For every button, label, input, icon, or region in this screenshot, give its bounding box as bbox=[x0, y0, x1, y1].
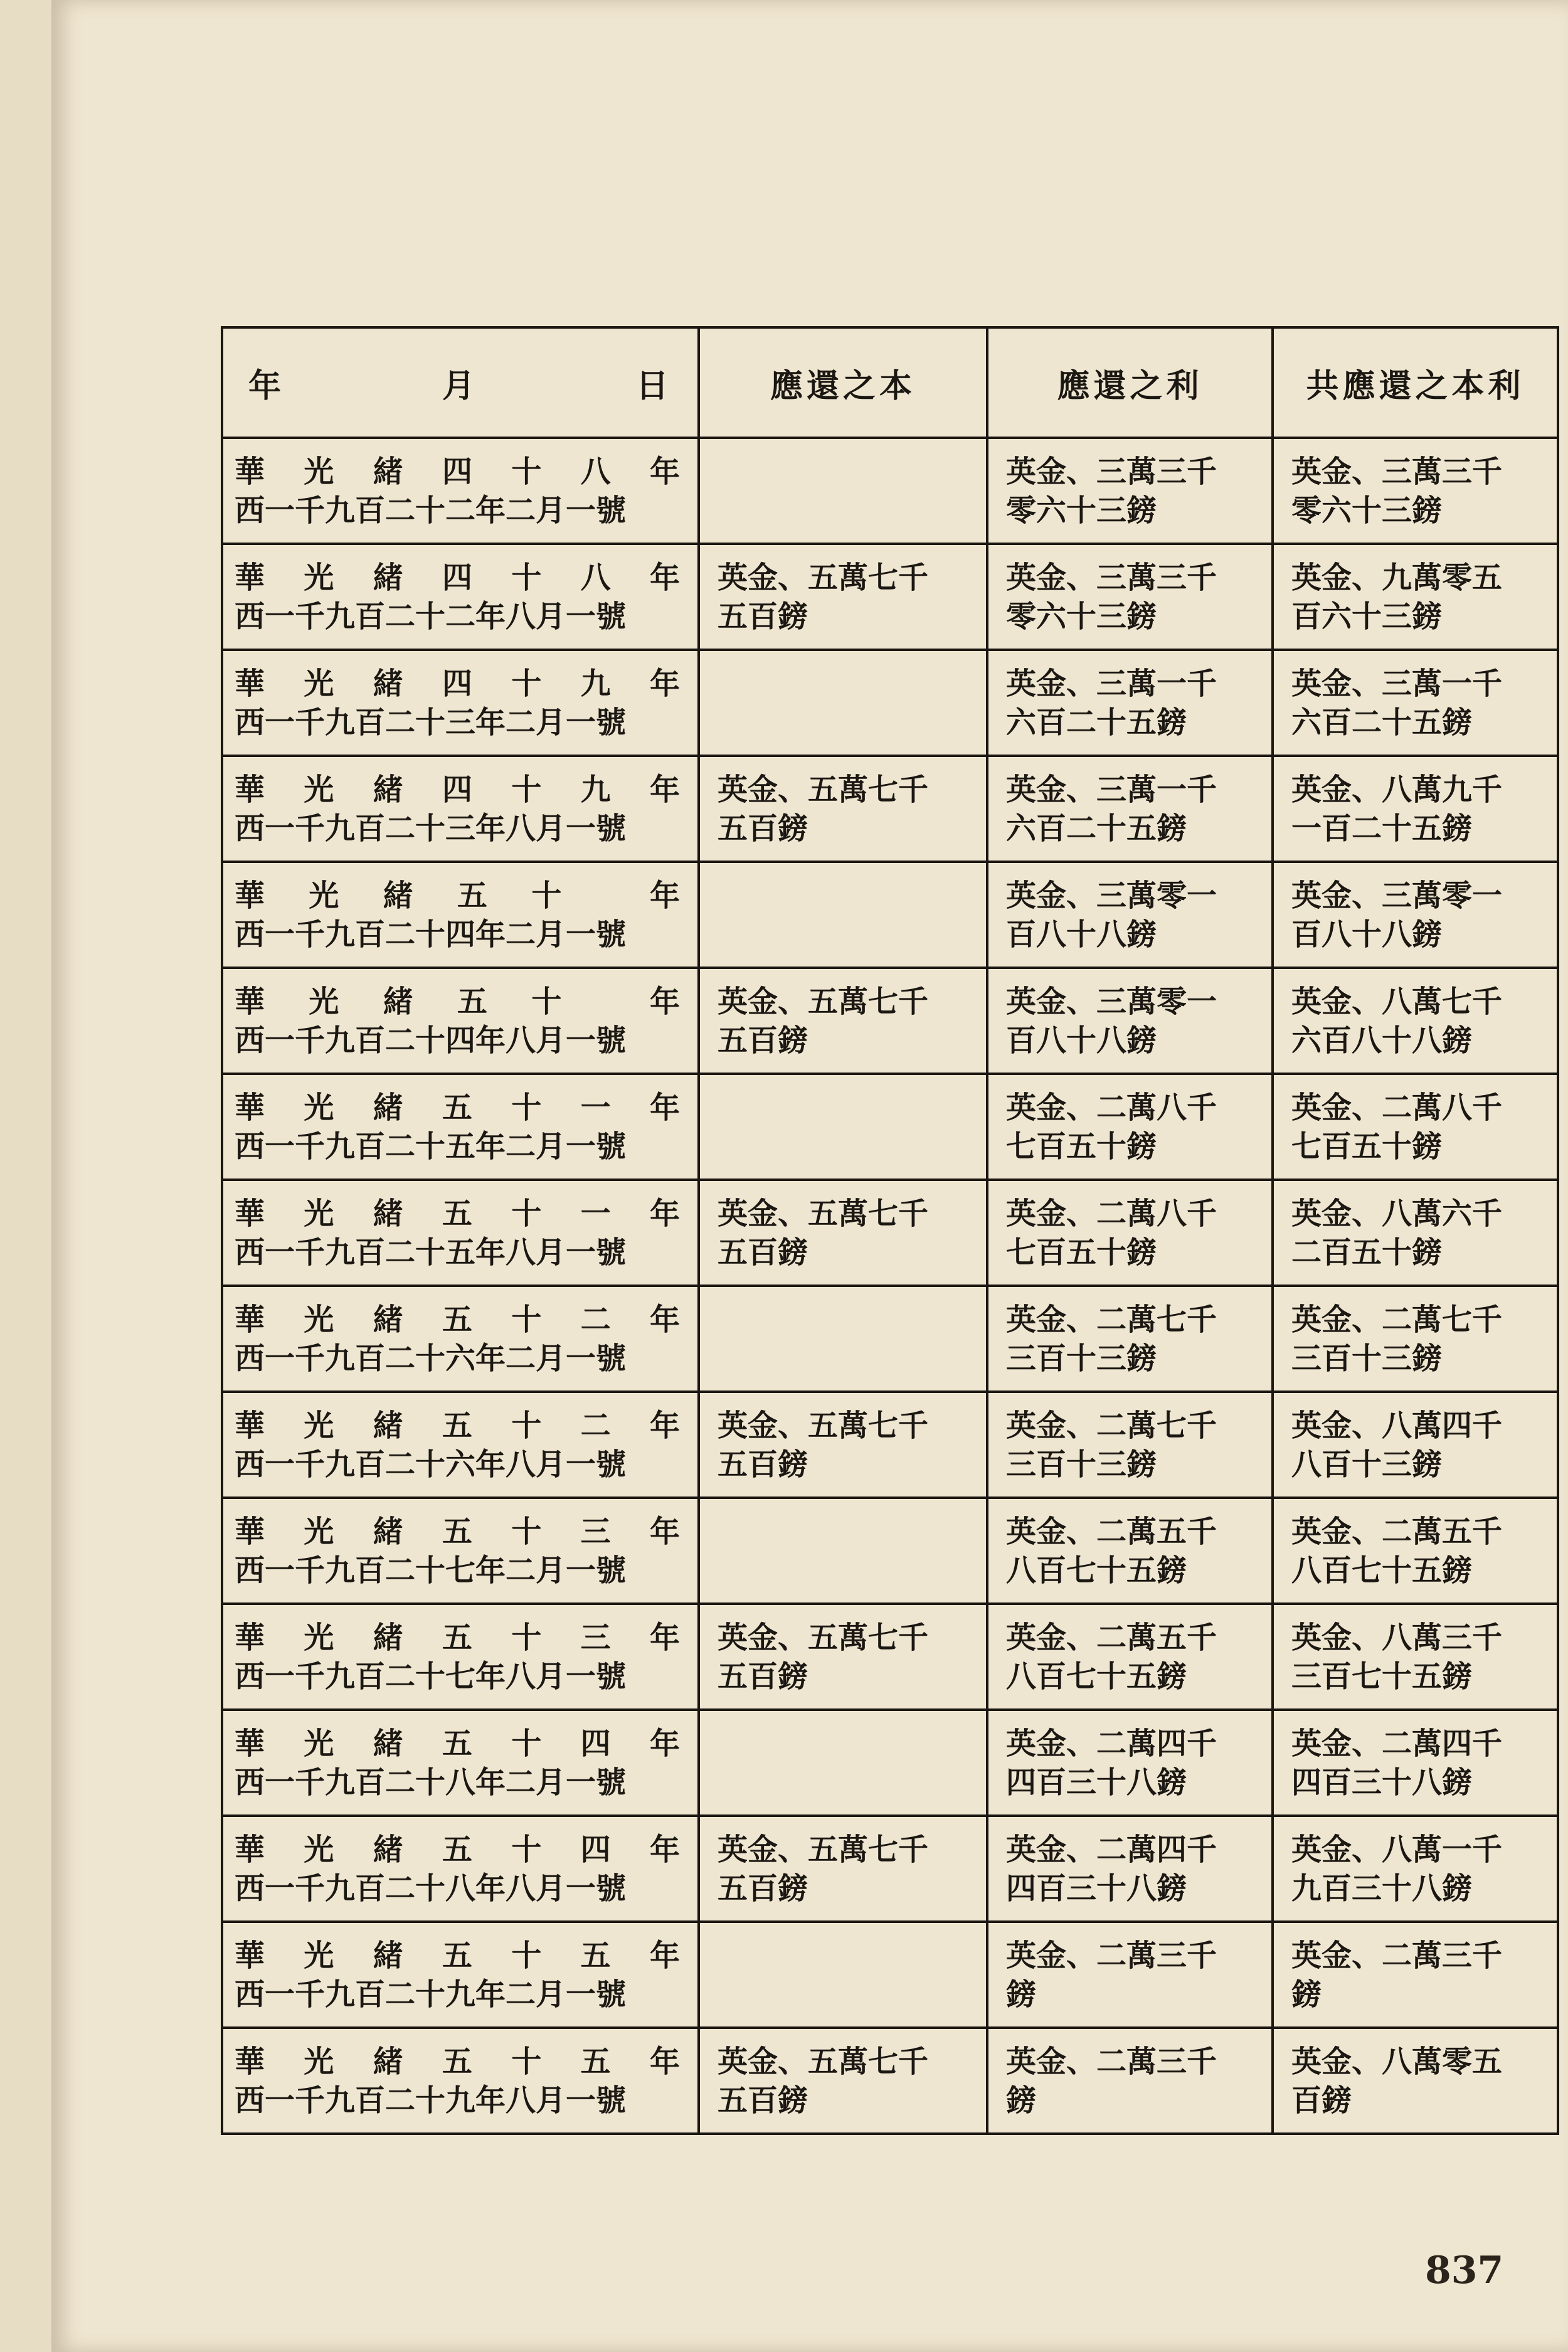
date-cell bbox=[222, 756, 699, 862]
date-char: 光 bbox=[309, 983, 339, 1019]
date-char: 華 bbox=[235, 1513, 265, 1549]
western-date: 西一千九百二十九年八月一號 bbox=[235, 2082, 627, 2118]
total-cell: 英金、八萬六千 二百五十鎊 bbox=[1273, 1180, 1558, 1286]
date-char: 九 bbox=[580, 665, 611, 701]
principal-cell: 英金、五萬七千 五百鎊 bbox=[699, 1816, 987, 1922]
header-day: 日 bbox=[635, 366, 672, 405]
date-char: 緒 bbox=[373, 1195, 403, 1231]
total-cell: 英金、二萬八千 七百五十鎊 bbox=[1273, 1074, 1558, 1180]
date-char: 緒 bbox=[373, 1301, 403, 1337]
date-char: 華 bbox=[235, 559, 265, 595]
date-char: 年 bbox=[649, 1937, 680, 1973]
date-char: 四 bbox=[442, 771, 472, 807]
western-date: 西一千九百二十六年二月一號 bbox=[235, 1340, 627, 1376]
interest-cell: 英金、二萬七千 三百十三鎊 bbox=[987, 1286, 1273, 1392]
date-cell bbox=[222, 1498, 699, 1604]
date-char: 十 bbox=[511, 1937, 542, 1973]
table-row bbox=[222, 968, 1558, 1074]
date-char: 十 bbox=[511, 1195, 542, 1231]
book-page bbox=[51, 0, 1568, 2352]
date-char: 五 bbox=[580, 2043, 611, 2079]
date-char: 八 bbox=[580, 559, 611, 595]
date-char: 華 bbox=[235, 1937, 265, 1973]
header-date bbox=[222, 327, 699, 438]
interest-cell: 英金、二萬四千 四百三十八鎊 bbox=[987, 1816, 1273, 1922]
date-cell bbox=[222, 1180, 699, 1286]
date-char: 緒 bbox=[373, 1407, 403, 1443]
total-cell: 英金、二萬五千 八百七十五鎊 bbox=[1273, 1498, 1558, 1604]
date-char: 十 bbox=[511, 1301, 542, 1337]
date-char: 四 bbox=[442, 665, 472, 701]
date-char: 光 bbox=[304, 559, 334, 595]
table-header-row bbox=[222, 327, 1558, 438]
date-char: 華 bbox=[235, 771, 265, 807]
date-char: 十 bbox=[511, 771, 542, 807]
date-char: 緒 bbox=[373, 665, 403, 701]
western-date: 西一千九百二十八年二月一號 bbox=[235, 1764, 627, 1800]
date-char: 年 bbox=[649, 1831, 680, 1867]
lunar-date bbox=[235, 452, 686, 491]
date-char: 十 bbox=[511, 665, 542, 701]
date-char: 緒 bbox=[373, 1937, 403, 1973]
total-cell: 英金、三萬三千 零六十三鎊 bbox=[1273, 438, 1558, 544]
date-char: 緒 bbox=[383, 983, 413, 1019]
date-char: 年 bbox=[649, 1619, 680, 1655]
western-date: 西一千九百二十三年八月一號 bbox=[235, 810, 627, 846]
date-char: 十 bbox=[531, 877, 562, 913]
total-cell: 英金、八萬七千 六百八十八鎊 bbox=[1273, 968, 1558, 1074]
date-char: 光 bbox=[304, 1089, 334, 1125]
date-char: 華 bbox=[235, 1831, 265, 1867]
date-char: 三 bbox=[580, 1513, 611, 1549]
principal-cell bbox=[699, 1710, 987, 1816]
date-cell bbox=[222, 2028, 699, 2134]
date-char: 十 bbox=[511, 1407, 542, 1443]
lunar-date bbox=[235, 1088, 686, 1127]
date-char: 年 bbox=[649, 1725, 680, 1761]
principal-cell bbox=[699, 1074, 987, 1180]
date-char: 緒 bbox=[373, 453, 403, 489]
date-char: 光 bbox=[304, 453, 334, 489]
total-cell: 英金、八萬九千 一百二十五鎊 bbox=[1273, 756, 1558, 862]
date-char: 五 bbox=[442, 1195, 472, 1231]
total-cell: 英金、三萬零一 百八十八鎊 bbox=[1273, 862, 1558, 968]
lunar-date bbox=[235, 1830, 686, 1869]
date-char: 華 bbox=[235, 1089, 265, 1125]
header-principal: 應還之本 bbox=[699, 327, 987, 438]
table-row bbox=[222, 1498, 1558, 1604]
date-char: 十 bbox=[511, 2043, 542, 2079]
principal-cell bbox=[699, 438, 987, 544]
lunar-date bbox=[235, 1300, 686, 1339]
date-char: 光 bbox=[304, 1937, 334, 1973]
date-char: 華 bbox=[235, 1195, 265, 1231]
principal-cell bbox=[699, 1498, 987, 1604]
page-number: 837 bbox=[1425, 2249, 1504, 2292]
date-char: 十 bbox=[511, 1725, 542, 1761]
total-cell: 英金、二萬三千 鎊 bbox=[1273, 1922, 1558, 2028]
date-cell bbox=[222, 862, 699, 968]
date-char: 緒 bbox=[373, 771, 403, 807]
table-row bbox=[222, 1710, 1558, 1816]
date-char: 年 bbox=[649, 559, 680, 595]
date-char: 五 bbox=[457, 983, 487, 1019]
table-row bbox=[222, 1392, 1558, 1498]
date-char: 八 bbox=[580, 453, 611, 489]
total-cell: 英金、九萬零五 百六十三鎊 bbox=[1273, 544, 1558, 650]
date-char: 五 bbox=[442, 1407, 472, 1443]
date-char: 年 bbox=[649, 1301, 680, 1337]
date-char: 五 bbox=[442, 1089, 472, 1125]
interest-cell: 英金、三萬零一 百八十八鎊 bbox=[987, 968, 1273, 1074]
date-cell bbox=[222, 1074, 699, 1180]
date-char: 年 bbox=[649, 877, 680, 913]
date-char: 五 bbox=[442, 1725, 472, 1761]
date-char: 四 bbox=[442, 559, 472, 595]
repayment-table bbox=[221, 326, 1559, 2135]
western-date: 西一千九百二十五年八月一號 bbox=[235, 1234, 627, 1270]
date-char: 十 bbox=[511, 1513, 542, 1549]
date-char: 年 bbox=[649, 665, 680, 701]
date-char: 光 bbox=[304, 1725, 334, 1761]
date-char: 華 bbox=[235, 2043, 265, 2079]
western-date: 西一千九百二十四年二月一號 bbox=[235, 916, 627, 952]
date-char: 年 bbox=[649, 1513, 680, 1549]
lunar-date bbox=[235, 2042, 686, 2081]
western-date: 西一千九百二十七年八月一號 bbox=[235, 1658, 627, 1694]
date-char: 緒 bbox=[383, 877, 413, 913]
date-char: 十 bbox=[511, 1831, 542, 1867]
date-char: 四 bbox=[580, 1725, 611, 1761]
lunar-date bbox=[235, 1936, 686, 1975]
table-row bbox=[222, 1922, 1558, 2028]
date-char: 十 bbox=[531, 983, 562, 1019]
total-cell: 英金、三萬一千 六百二十五鎊 bbox=[1273, 650, 1558, 756]
date-char: 年 bbox=[649, 1089, 680, 1125]
date-char: 十 bbox=[511, 1619, 542, 1655]
date-char: 五 bbox=[442, 2043, 472, 2079]
date-char: 緒 bbox=[373, 2043, 403, 2079]
western-date: 西一千九百二十三年二月一號 bbox=[235, 704, 627, 740]
date-cell bbox=[222, 1286, 699, 1392]
date-char: 年 bbox=[649, 1195, 680, 1231]
header-month: 月 bbox=[442, 366, 479, 405]
date-char: 華 bbox=[235, 1301, 265, 1337]
interest-cell: 英金、二萬七千 三百十三鎊 bbox=[987, 1392, 1273, 1498]
date-char: 緒 bbox=[373, 1513, 403, 1549]
lunar-date bbox=[235, 1512, 686, 1551]
date-char: 五 bbox=[442, 1831, 472, 1867]
date-char: 一 bbox=[580, 1195, 611, 1231]
date-char: 華 bbox=[235, 983, 265, 1019]
interest-cell: 英金、二萬八千 七百五十鎊 bbox=[987, 1074, 1273, 1180]
date-char: 五 bbox=[580, 1937, 611, 1973]
date-cell bbox=[222, 1392, 699, 1498]
date-char: 十 bbox=[511, 1089, 542, 1125]
lunar-date bbox=[235, 1724, 686, 1763]
interest-cell: 英金、二萬三千 鎊 bbox=[987, 2028, 1273, 2134]
table-row bbox=[222, 1074, 1558, 1180]
interest-cell: 英金、二萬五千 八百七十五鎊 bbox=[987, 1604, 1273, 1710]
repayment-table-wrap bbox=[221, 326, 1557, 2135]
table-row bbox=[222, 1816, 1558, 1922]
date-char: 光 bbox=[304, 1619, 334, 1655]
date-char: 華 bbox=[235, 1407, 265, 1443]
date-cell bbox=[222, 1816, 699, 1922]
date-char: 緒 bbox=[373, 1089, 403, 1125]
table-row bbox=[222, 2028, 1558, 2134]
lunar-date bbox=[235, 982, 686, 1021]
table-row bbox=[222, 1180, 1558, 1286]
principal-cell: 英金、五萬七千 五百鎊 bbox=[699, 544, 987, 650]
date-char: 光 bbox=[304, 771, 334, 807]
date-char: 華 bbox=[235, 1725, 265, 1761]
date-char: 緒 bbox=[373, 559, 403, 595]
date-char: 九 bbox=[580, 771, 611, 807]
western-date: 西一千九百二十八年八月一號 bbox=[235, 1870, 627, 1906]
header-year: 年 bbox=[248, 366, 285, 405]
table-row bbox=[222, 438, 1558, 544]
date-char: 二 bbox=[580, 1301, 611, 1337]
date-char: 十 bbox=[511, 559, 542, 595]
header-interest: 應還之利 bbox=[987, 327, 1273, 438]
table-row bbox=[222, 650, 1558, 756]
date-char: 三 bbox=[580, 1619, 611, 1655]
total-cell: 英金、八萬四千 八百十三鎊 bbox=[1273, 1392, 1558, 1498]
date-char: 光 bbox=[304, 1195, 334, 1231]
interest-cell: 英金、三萬三千 零六十三鎊 bbox=[987, 438, 1273, 544]
principal-cell: 英金、五萬七千 五百鎊 bbox=[699, 1604, 987, 1710]
date-char: 光 bbox=[304, 1831, 334, 1867]
date-cell bbox=[222, 438, 699, 544]
principal-cell bbox=[699, 862, 987, 968]
table-row bbox=[222, 756, 1558, 862]
principal-cell bbox=[699, 650, 987, 756]
principal-cell: 英金、五萬七千 五百鎊 bbox=[699, 1180, 987, 1286]
date-char: 緒 bbox=[373, 1831, 403, 1867]
date-cell bbox=[222, 1604, 699, 1710]
total-cell: 英金、二萬七千 三百十三鎊 bbox=[1273, 1286, 1558, 1392]
date-char: 二 bbox=[580, 1407, 611, 1443]
date-char: 光 bbox=[304, 2043, 334, 2079]
date-char: 年 bbox=[649, 453, 680, 489]
interest-cell: 英金、二萬八千 七百五十鎊 bbox=[987, 1180, 1273, 1286]
western-date: 西一千九百二十四年八月一號 bbox=[235, 1022, 627, 1058]
date-char: 四 bbox=[580, 1831, 611, 1867]
principal-cell: 英金、五萬七千 五百鎊 bbox=[699, 756, 987, 862]
date-char: 光 bbox=[304, 665, 334, 701]
total-cell: 英金、八萬一千 九百三十八鎊 bbox=[1273, 1816, 1558, 1922]
header-total: 共應還之本利 bbox=[1273, 327, 1558, 438]
principal-cell: 英金、五萬七千 五百鎊 bbox=[699, 968, 987, 1074]
table-row bbox=[222, 544, 1558, 650]
date-char: 五 bbox=[442, 1619, 472, 1655]
date-char: 光 bbox=[304, 1407, 334, 1443]
date-char: 華 bbox=[235, 1619, 265, 1655]
table-row bbox=[222, 862, 1558, 968]
lunar-date bbox=[235, 1194, 686, 1233]
date-char: 光 bbox=[304, 1513, 334, 1549]
date-char: 年 bbox=[649, 1407, 680, 1443]
interest-cell: 英金、二萬五千 八百七十五鎊 bbox=[987, 1498, 1273, 1604]
western-date: 西一千九百二十九年二月一號 bbox=[235, 1976, 627, 2012]
interest-cell: 英金、三萬一千 六百二十五鎊 bbox=[987, 650, 1273, 756]
total-cell: 英金、八萬三千 三百七十五鎊 bbox=[1273, 1604, 1558, 1710]
date-char: 緒 bbox=[373, 1619, 403, 1655]
date-cell bbox=[222, 650, 699, 756]
date-char: 五 bbox=[457, 877, 487, 913]
date-char: 年 bbox=[649, 983, 680, 1019]
date-char: 一 bbox=[580, 1089, 611, 1125]
date-char: 五 bbox=[442, 1513, 472, 1549]
principal-cell bbox=[699, 1922, 987, 2028]
date-cell bbox=[222, 1922, 699, 2028]
date-char: 華 bbox=[235, 453, 265, 489]
date-char: 五 bbox=[442, 1937, 472, 1973]
date-char: 緒 bbox=[373, 1725, 403, 1761]
western-date: 西一千九百二十六年八月一號 bbox=[235, 1446, 627, 1482]
date-char: 五 bbox=[442, 1301, 472, 1337]
date-cell bbox=[222, 968, 699, 1074]
date-cell bbox=[222, 1710, 699, 1816]
date-char: 華 bbox=[235, 665, 265, 701]
principal-cell: 英金、五萬七千 五百鎊 bbox=[699, 1392, 987, 1498]
lunar-date bbox=[235, 1406, 686, 1445]
interest-cell: 英金、三萬一千 六百二十五鎊 bbox=[987, 756, 1273, 862]
date-char: 光 bbox=[309, 877, 339, 913]
principal-cell bbox=[699, 1286, 987, 1392]
western-date: 西一千九百二十二年二月一號 bbox=[235, 492, 627, 528]
lunar-date bbox=[235, 876, 686, 915]
western-date: 西一千九百二十七年二月一號 bbox=[235, 1552, 627, 1588]
date-char: 華 bbox=[235, 877, 265, 913]
date-char: 年 bbox=[649, 2043, 680, 2079]
lunar-date bbox=[235, 1618, 686, 1657]
interest-cell: 英金、三萬零一 百八十八鎊 bbox=[987, 862, 1273, 968]
lunar-date bbox=[235, 558, 686, 597]
table-row bbox=[222, 1604, 1558, 1710]
date-cell bbox=[222, 544, 699, 650]
date-char: 年 bbox=[649, 771, 680, 807]
date-char: 四 bbox=[442, 453, 472, 489]
total-cell: 英金、八萬零五 百鎊 bbox=[1273, 2028, 1558, 2134]
date-char: 光 bbox=[304, 1301, 334, 1337]
lunar-date bbox=[235, 770, 686, 809]
interest-cell: 英金、二萬三千 鎊 bbox=[987, 1922, 1273, 2028]
date-char: 十 bbox=[511, 453, 542, 489]
western-date: 西一千九百二十二年八月一號 bbox=[235, 598, 627, 634]
principal-cell: 英金、五萬七千 五百鎊 bbox=[699, 2028, 987, 2134]
interest-cell: 英金、二萬四千 四百三十八鎊 bbox=[987, 1710, 1273, 1816]
interest-cell: 英金、三萬三千 零六十三鎊 bbox=[987, 544, 1273, 650]
total-cell: 英金、二萬四千 四百三十八鎊 bbox=[1273, 1710, 1558, 1816]
lunar-date bbox=[235, 664, 686, 703]
table-row bbox=[222, 1286, 1558, 1392]
western-date: 西一千九百二十五年二月一號 bbox=[235, 1128, 627, 1164]
